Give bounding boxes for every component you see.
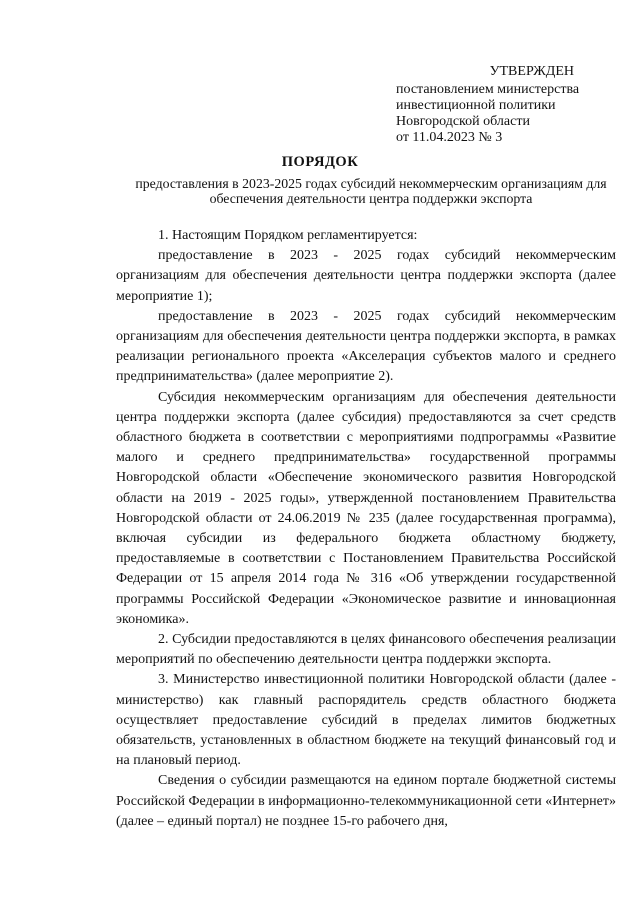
approval-line: постановлением министерства bbox=[396, 82, 580, 97]
document-body bbox=[116, 226, 616, 832]
paragraph: Субсидия некоммерческим организациям для обеспечения деятельности центра поддержки экспорта (далее субсидия) предоставляются за счет средств областного бюджета в соответствии с мероприятиями подпрограммы «Развитие малого и среднего предпринимательства» государственной программы Новгородской области «Обеспечение экономического развития Новгородской области на 2019 - 2025 годы», утвержденной постановлением Правительства Новгородской области от 24.06.2019 № 235 (далее государственная программа), включая субсидии из федерального бюджета областному бюджету, предоставляемые в соответствии с Постановлением Правительства Российской Федерации от 15 апреля 2014 года № 316 «Об утверждении государственной программы Российской Федерации «Экономическое развитие и инновационная экономика». bbox=[116, 389, 616, 627]
approval-line: инвестиционной политики bbox=[396, 98, 556, 113]
paragraph: 3. Министерство инвестиционной политики Новгородской области (далее - министерство) как главный распорядитель средств областного бюджета осуществляет предоставление субсидий в пределах лимитов бюджетных обязательств, установленных в областном бюджете на текущий финансовый год и на плановый период. bbox=[116, 672, 616, 769]
paragraph: 1. Настоящим Порядком регламентируется: bbox=[158, 228, 418, 243]
paragraph: 2. Субсидии предоставляются в целях финансового обеспечения реализации мероприятий по обеспечению деятельности центра поддержки экспорта. bbox=[116, 632, 616, 668]
paragraph: предоставление в 2023 - 2025 годах субсидий некоммерческим организациям для обеспечения деятельности центра поддержки экспорта (далее мероприятие 1); bbox=[116, 248, 616, 304]
document-subtitle: предоставления в 2023-2025 годах субсидий некоммерческим организациям для обеспечения деятельности центра поддержки экспорта bbox=[135, 176, 607, 206]
paragraph: предоставление в 2023 - 2025 годах субсидий некоммерческим организациям для обеспечения деятельности центра поддержки экспорта, в рамках реализации регионального проекта «Акселерация субъектов малого и среднего предпринимательства» (далее мероприятие 2). bbox=[116, 308, 616, 385]
paragraph: Сведения о субсидии размещаются на едином портале бюджетной системы Российской Федерации в информационно-телекоммуникационной сети «Интернет» (далее – единый портал) не позднее 15-го рабочего дня, bbox=[116, 773, 616, 829]
approval-line: Новгородской области bbox=[396, 114, 530, 129]
approval-title: УТВЕРЖДЕН bbox=[489, 64, 574, 79]
approval-date-line: от 11.04.2023 № 3 bbox=[396, 130, 503, 145]
document-title: ПОРЯДОК bbox=[281, 154, 359, 170]
approval-stamp-block bbox=[396, 64, 616, 146]
